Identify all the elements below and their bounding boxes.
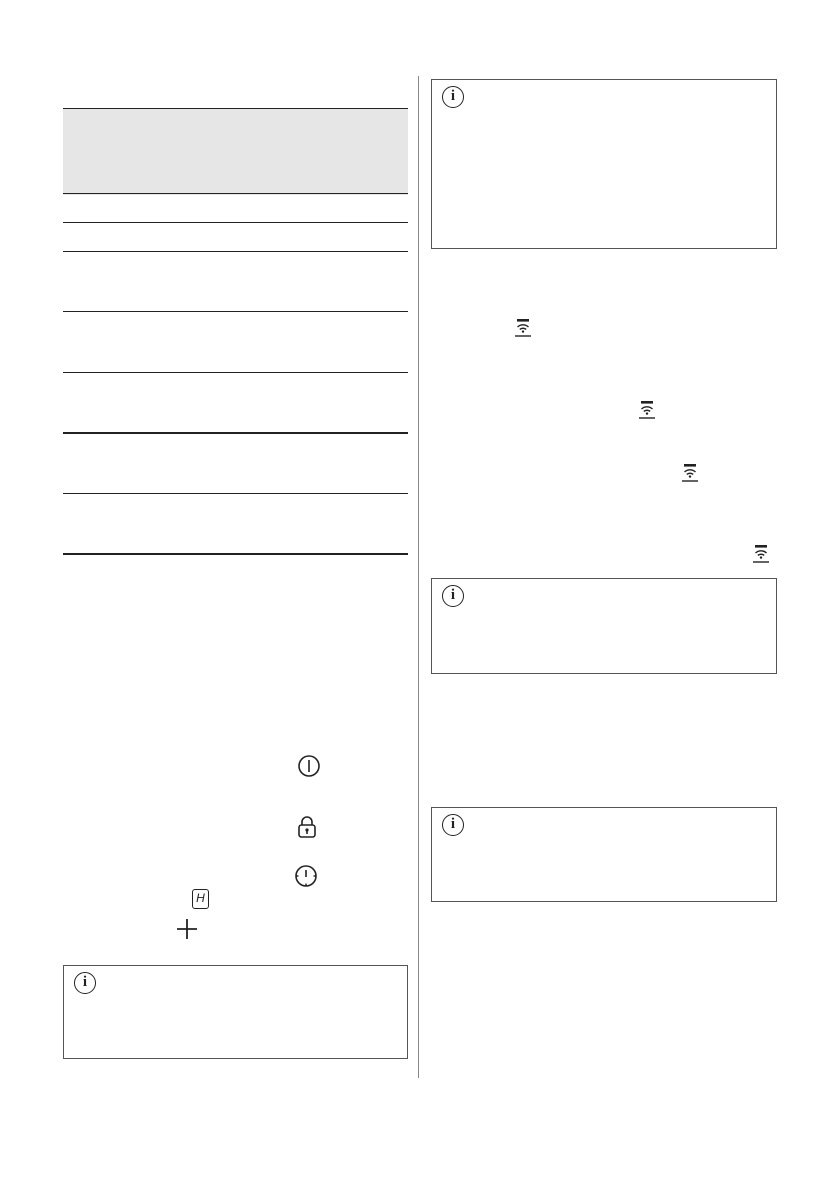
info-icon: i bbox=[442, 585, 464, 607]
table-row-divider bbox=[63, 311, 408, 312]
info-box bbox=[431, 807, 777, 902]
plus-icon bbox=[176, 918, 198, 940]
hob2hood-connect-icon bbox=[751, 544, 771, 564]
hob2hood-display-symbol bbox=[192, 889, 209, 909]
column-divider bbox=[418, 76, 419, 1078]
table-row-divider bbox=[63, 493, 408, 494]
table-row-divider bbox=[63, 432, 408, 434]
info-icon: i bbox=[74, 972, 96, 994]
table-bottom-border bbox=[63, 553, 408, 555]
hob2hood-connect-icon bbox=[513, 318, 533, 338]
info-icon: i bbox=[442, 86, 464, 108]
info-icon: i bbox=[442, 814, 464, 836]
table-row-divider bbox=[63, 193, 408, 194]
table-header-row bbox=[63, 108, 408, 195]
table-row-divider bbox=[63, 251, 408, 252]
timer-icon bbox=[294, 864, 318, 888]
info-box bbox=[63, 965, 408, 1059]
info-box bbox=[431, 578, 777, 674]
info-box bbox=[431, 79, 777, 249]
table-row-divider bbox=[63, 372, 408, 373]
hob2hood-letter: H bbox=[196, 891, 205, 905]
lock-icon bbox=[296, 815, 318, 839]
hob2hood-connect-icon bbox=[637, 400, 657, 420]
hob2hood-connect-icon bbox=[680, 463, 700, 483]
power-icon bbox=[297, 754, 321, 778]
table-row-divider bbox=[63, 222, 408, 223]
